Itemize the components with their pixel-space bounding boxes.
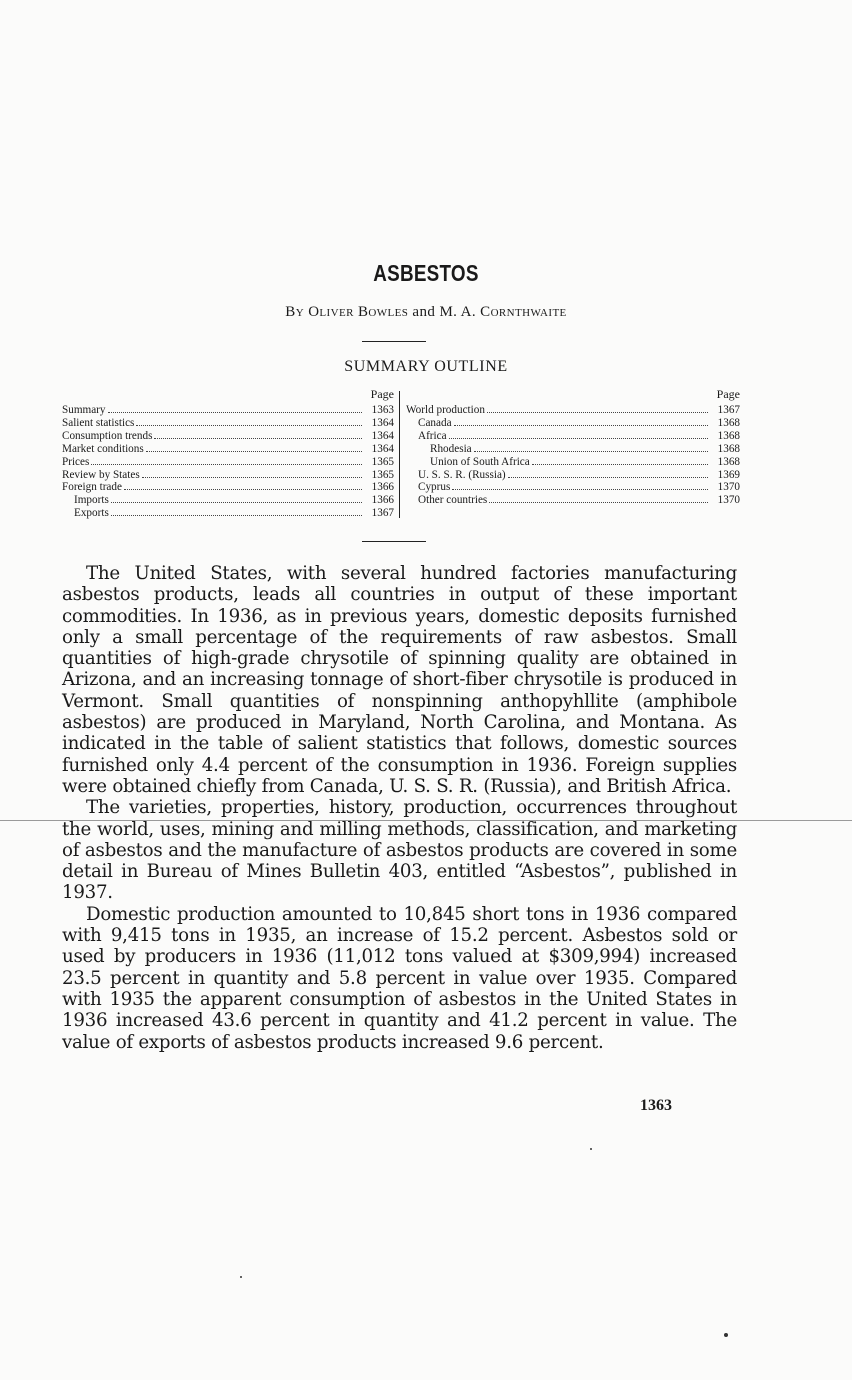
scan-speck <box>590 1148 592 1150</box>
byline-prefix: By <box>285 304 305 320</box>
outline-divider <box>362 541 426 542</box>
byline-conjunction: and <box>412 304 436 320</box>
toc-leader-dots <box>136 417 362 426</box>
toc-page-header: Page <box>716 387 740 401</box>
toc-leader-dots <box>474 443 708 452</box>
toc-entry-label: Consumption trends <box>62 429 153 442</box>
toc-entry-label: World production <box>406 404 485 416</box>
scan-speck <box>724 1333 728 1337</box>
toc-leader-dots <box>91 456 362 465</box>
toc-entry <box>406 430 740 443</box>
page-title: ASBESTOS <box>373 260 479 286</box>
toc-entry <box>406 443 740 456</box>
toc-entry <box>62 481 394 494</box>
toc-leader-dots <box>449 430 708 439</box>
toc-entry-page: 1365 <box>371 468 394 481</box>
toc-entry <box>62 507 394 520</box>
toc-leader-dots <box>508 469 708 478</box>
toc-leader-dots <box>142 469 362 478</box>
toc-entry-page: 1368 <box>717 442 740 455</box>
toc-entry-label: Summary <box>62 404 106 416</box>
toc-entry-label: Exports <box>74 507 109 520</box>
toc-leader-dots <box>487 404 708 413</box>
toc-entry-page: 1363 <box>371 404 394 416</box>
page-number: 1363 <box>640 1097 672 1114</box>
title-divider <box>362 341 426 342</box>
toc-entry-page: 1366 <box>371 494 394 507</box>
toc-leader-dots <box>154 430 362 439</box>
toc-entry-page: 1368 <box>717 416 740 429</box>
scan-speck <box>240 1276 242 1278</box>
toc-column-divider <box>399 391 400 518</box>
toc-entry-label: Canada <box>418 416 452 429</box>
toc-entry-page: 1366 <box>371 481 394 494</box>
toc-entry-label: Market conditions <box>62 442 144 455</box>
toc-entry-label: Prices <box>62 455 90 468</box>
toc-entry <box>406 469 740 482</box>
toc-leader-dots <box>111 494 362 503</box>
toc-page-header: Page <box>370 387 394 401</box>
toc-leader-dots <box>146 443 362 452</box>
toc-leader-dots <box>489 494 708 503</box>
toc-entry <box>62 430 394 443</box>
toc-entry-label: Other countries <box>418 494 488 507</box>
toc-left-column <box>62 388 394 520</box>
toc-entry <box>406 417 740 430</box>
toc-entry-page: 1367 <box>371 507 394 520</box>
body-text <box>62 563 737 1053</box>
toc-leader-dots <box>452 481 708 490</box>
toc-leader-dots <box>532 456 708 465</box>
author-2: M. A. Cornthwaite <box>439 304 567 320</box>
toc-entry-page: 1365 <box>371 455 394 468</box>
paragraph: The United States, with several hundred factories manufacturing asbestos products, leads all countries in output of these important commodities. In 1936, as in previous years, domestic deposits furnished only a small percentage of the requirements of raw asbestos. Small quantities of high-grade chrysotile of spinning quality are obtained in Arizona, and an increasing tonnage of short-fiber chrysotile is produced in Vermont. Small quantities of nonspinning anthopyhllite (amphibole asbestos) are produced in Maryland, North Carolina, and Montana. As indicated in the table of salient statistics that follows, domestic sources furnished only 4.4 percent of the consumption in 1936. Foreign supplies were obtained chiefly from Canada, U. S. S. R. (Russia), and British Africa. <box>62 563 737 797</box>
outline-title: SUMMARY OUTLINE <box>344 358 508 375</box>
toc-entry-page: 1369 <box>717 468 740 481</box>
toc-entry <box>62 456 394 469</box>
toc-right-column <box>406 388 740 507</box>
toc-leader-dots <box>111 507 362 516</box>
toc-leader-dots <box>108 404 362 413</box>
toc-list-left <box>62 404 394 520</box>
scan-artifact-line <box>0 820 852 821</box>
toc-entry-page: 1370 <box>717 481 740 494</box>
toc-entry-label: U. S. S. R. (Russia) <box>418 468 506 481</box>
toc-entry-page: 1364 <box>371 429 394 442</box>
toc-entry-page: 1364 <box>371 416 394 429</box>
author-1: Oliver Bowles <box>308 304 409 320</box>
toc-entry <box>406 456 740 469</box>
toc-entry-page: 1364 <box>371 442 394 455</box>
toc-leader-dots <box>454 417 708 426</box>
toc-entry-label: Cyprus <box>418 481 451 494</box>
toc-entry-page: 1367 <box>717 404 740 416</box>
toc-entry <box>406 494 740 507</box>
toc-leader-dots <box>124 481 362 490</box>
paragraph: The varieties, properties, history, production, occurrences throughout the world, uses, mining and milling methods, classification, and marketing of asbestos and the manufacture of asbestos products are covered in some detail in Bureau of Mines Bulletin 403, entitled “Asbestos”, published in 1937. <box>62 797 737 904</box>
toc-entry-page: 1370 <box>717 494 740 507</box>
toc-entry-label: Africa <box>418 429 447 442</box>
toc-entry <box>62 417 394 430</box>
toc-entry <box>62 469 394 482</box>
toc-entry-page: 1368 <box>717 429 740 442</box>
toc-entry-label: Imports <box>74 494 109 507</box>
paragraph: Domestic production amounted to 10,845 short tons in 1936 compared with 9,415 tons in 1935, an increase of 15.2 percent. Asbestos sold or used by producers in 1936 (11,012 tons valued at $309,994) increased 23.5 percent in quantity and 5.8 percent in value over 1935. Compared with 1935 the apparent consumption of asbestos in the United States in 1936 increased 43.6 percent in quantity and 41.2 percent in value. The value of exports of asbestos products increased 9.6 percent. <box>62 903 737 1053</box>
toc-entry-label: Foreign trade <box>62 481 122 494</box>
toc-entry-label: Union of South Africa <box>430 455 530 468</box>
toc-entry <box>62 443 394 456</box>
toc-entry-label: Rhodesia <box>430 442 472 455</box>
toc-list-right <box>406 404 740 507</box>
toc-entry <box>62 404 394 417</box>
toc-entry-label: Review by States <box>62 468 140 481</box>
toc-entry-page: 1368 <box>717 455 740 468</box>
toc-entry <box>406 481 740 494</box>
toc-entry <box>62 494 394 507</box>
byline <box>0 304 852 321</box>
toc-entry-label: Salient statistics <box>62 416 135 429</box>
toc-entry <box>406 404 740 417</box>
